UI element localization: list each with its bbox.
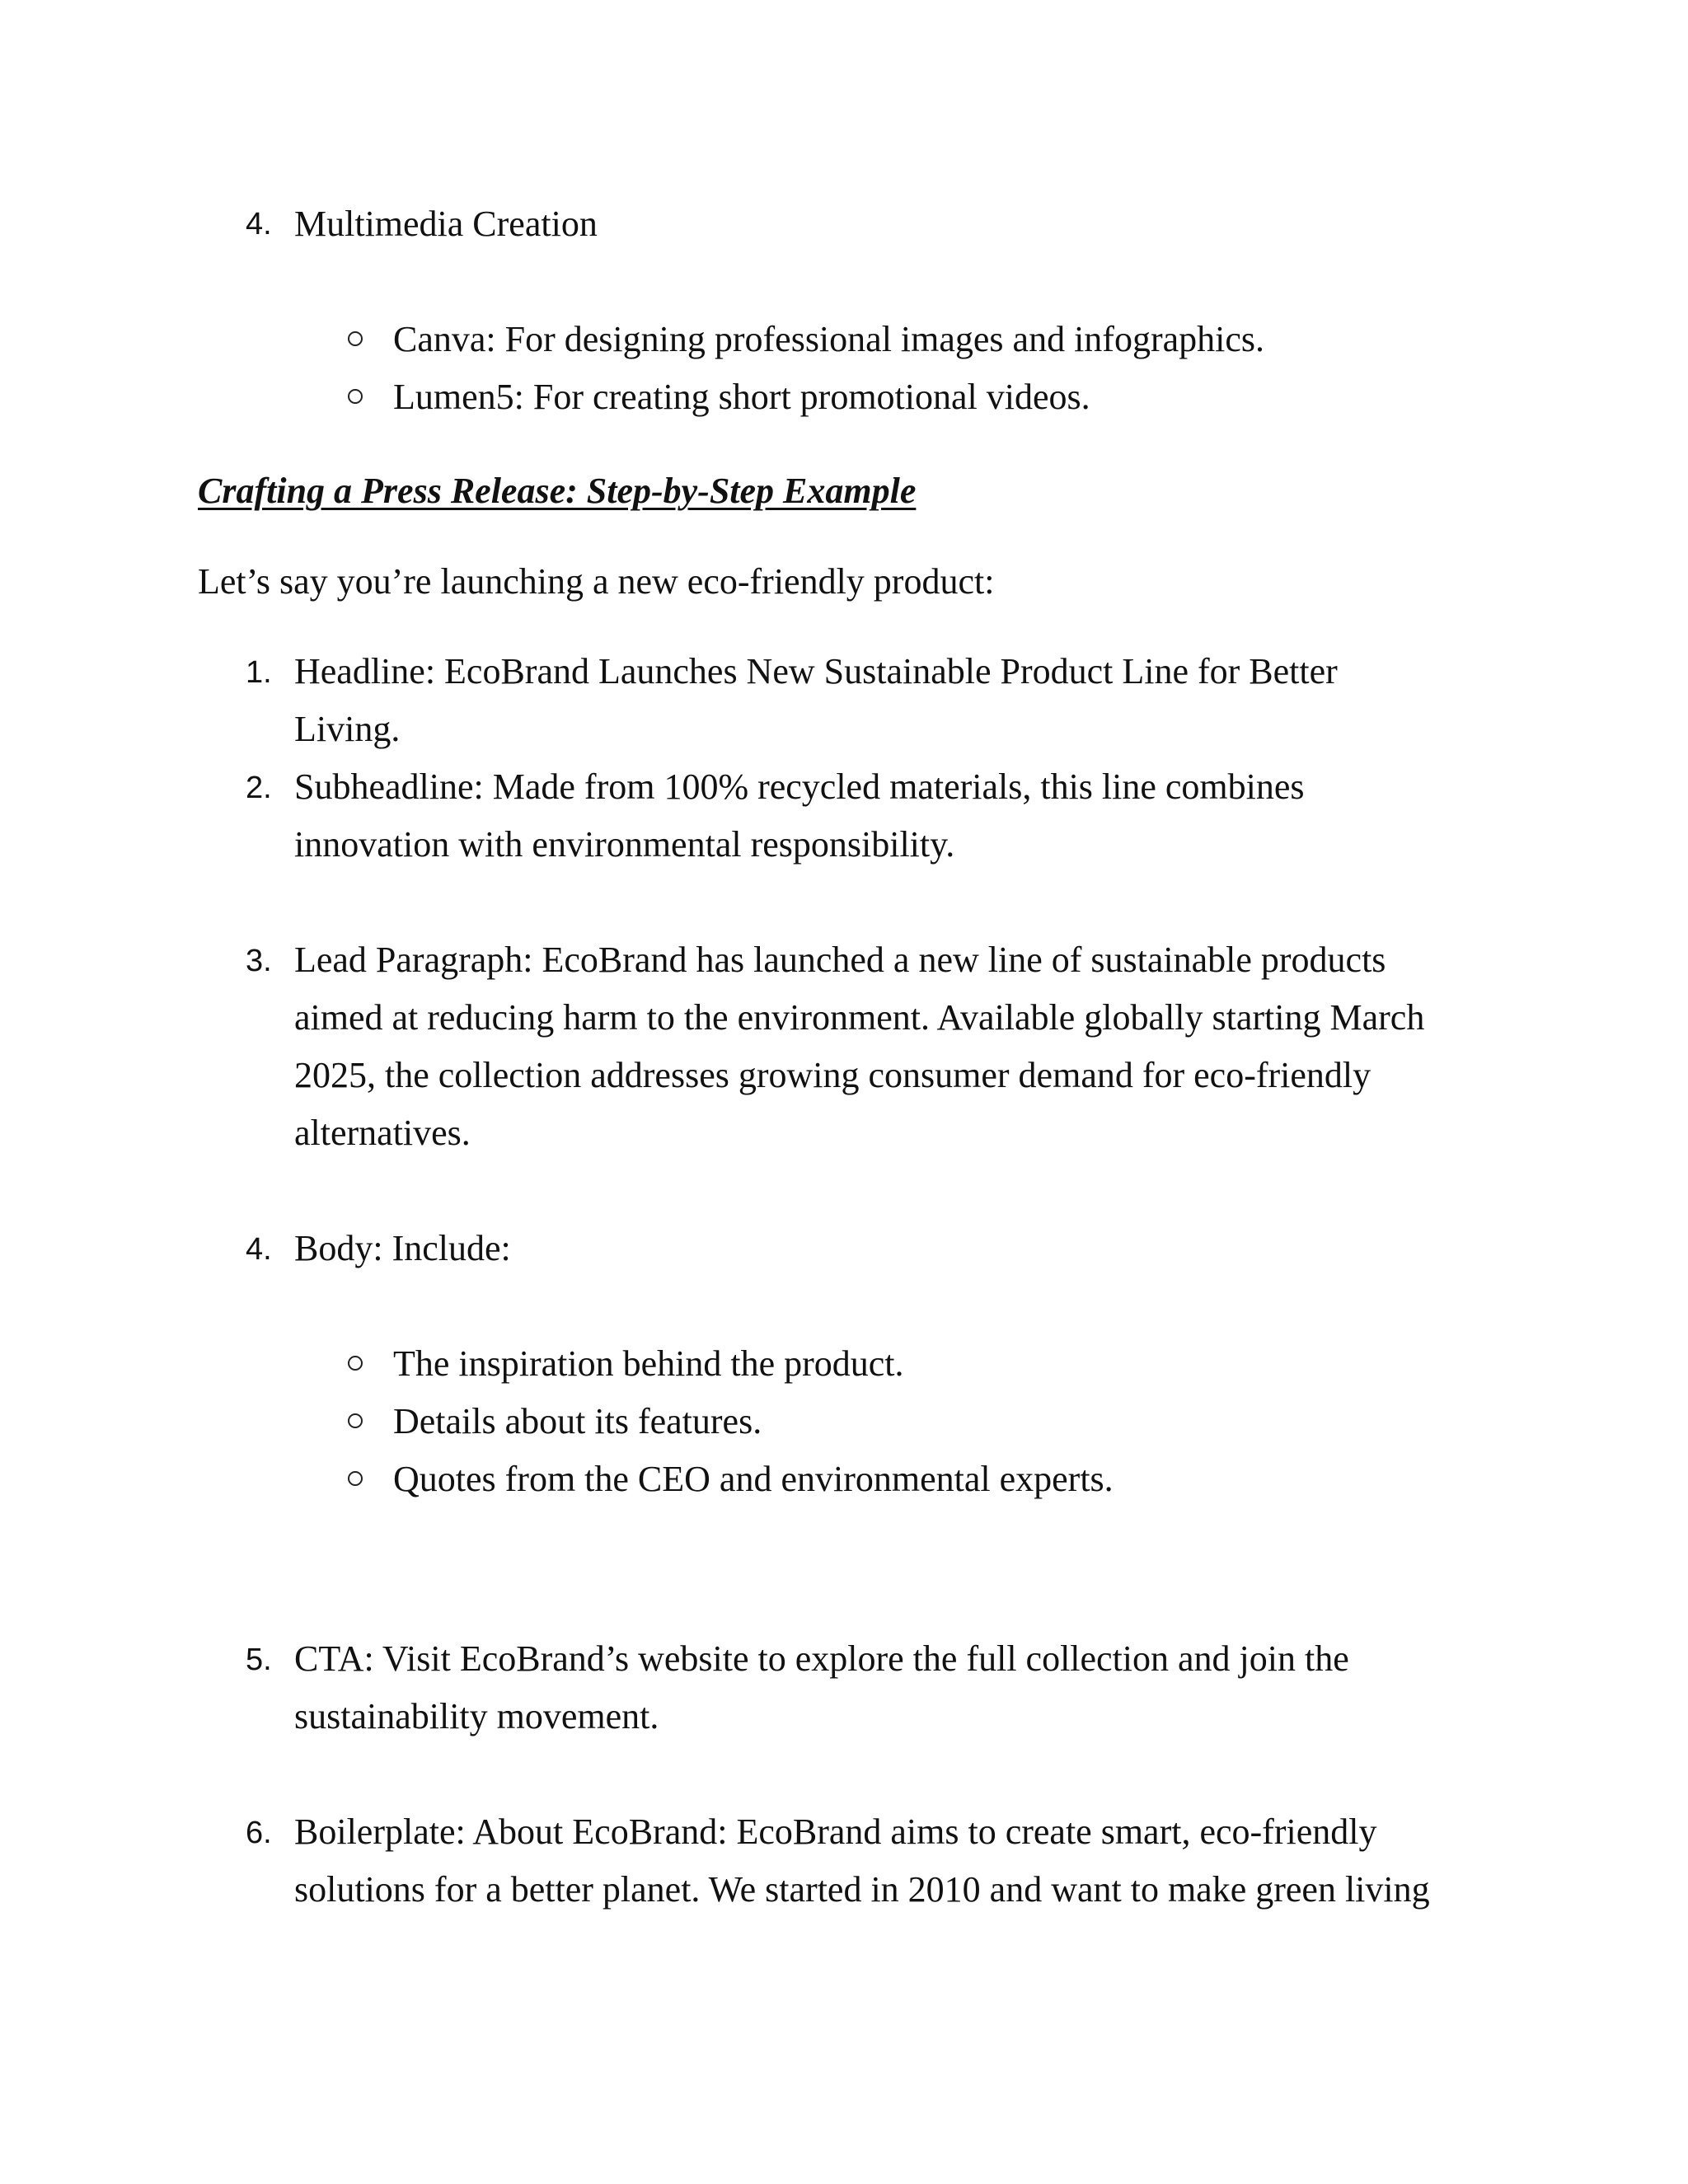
list-number: 5. [246,1643,272,1677]
section-heading: Crafting a Press Release: Step-by-Step Example [198,471,917,511]
bullet-icon [348,331,363,346]
list-item-line: Subheadline: Made from 100% recycled materials, this line combines [294,766,1305,807]
list-item-line: Boilerplate: About EcoBrand: EcoBrand aims to create smart, eco-friendly [294,1811,1377,1852]
list-number: 4. [246,207,272,241]
bullet-item: Canva: For designing professional images and infographics. [393,319,1265,359]
list-number: 3. [246,944,272,978]
bullet-item: Details about its features. [393,1401,762,1441]
list-item-line: sustainability movement. [294,1696,659,1736]
list-item-line: Lead Paragraph: EcoBrand has launched a new line of sustainable products [294,940,1386,980]
intro-paragraph: Let’s say you’re launching a new eco-friendly product: [198,561,995,602]
list-item-line: CTA: Visit EcoBrand’s website to explore the full collection and join the [294,1638,1349,1679]
bullet-icon [348,1413,363,1428]
list-item-line: Headline: EcoBrand Launches New Sustainable Product Line for Better [294,651,1338,691]
bullet-item: Quotes from the CEO and environmental experts. [393,1459,1114,1499]
bullet-icon [348,389,363,404]
bullet-icon [348,1356,363,1371]
list-number: 4. [246,1232,272,1267]
list-number: 1. [246,655,272,690]
bullet-icon [348,1471,363,1486]
bullet-item: Lumen5: For creating short promotional videos. [393,377,1090,417]
list-item-title: Multimedia Creation [294,204,598,244]
bullet-item: The inspiration behind the product. [393,1343,904,1384]
list-item-line: 2025, the collection addresses growing consumer demand for eco-friendly [294,1055,1372,1095]
list-item-line: Living. [294,709,401,749]
list-number: 6. [246,1816,272,1850]
list-item-line: alternatives. [294,1113,471,1153]
list-item-line: innovation with environmental responsibility. [294,824,955,865]
list-item-line: Body: Include: [294,1228,511,1268]
list-item-line: solutions for a better planet. We started in 2010 and want to make green living [294,1869,1430,1910]
list-number: 2. [246,771,272,805]
list-item-line: aimed at reducing harm to the environment. Available globally starting March [294,997,1425,1038]
